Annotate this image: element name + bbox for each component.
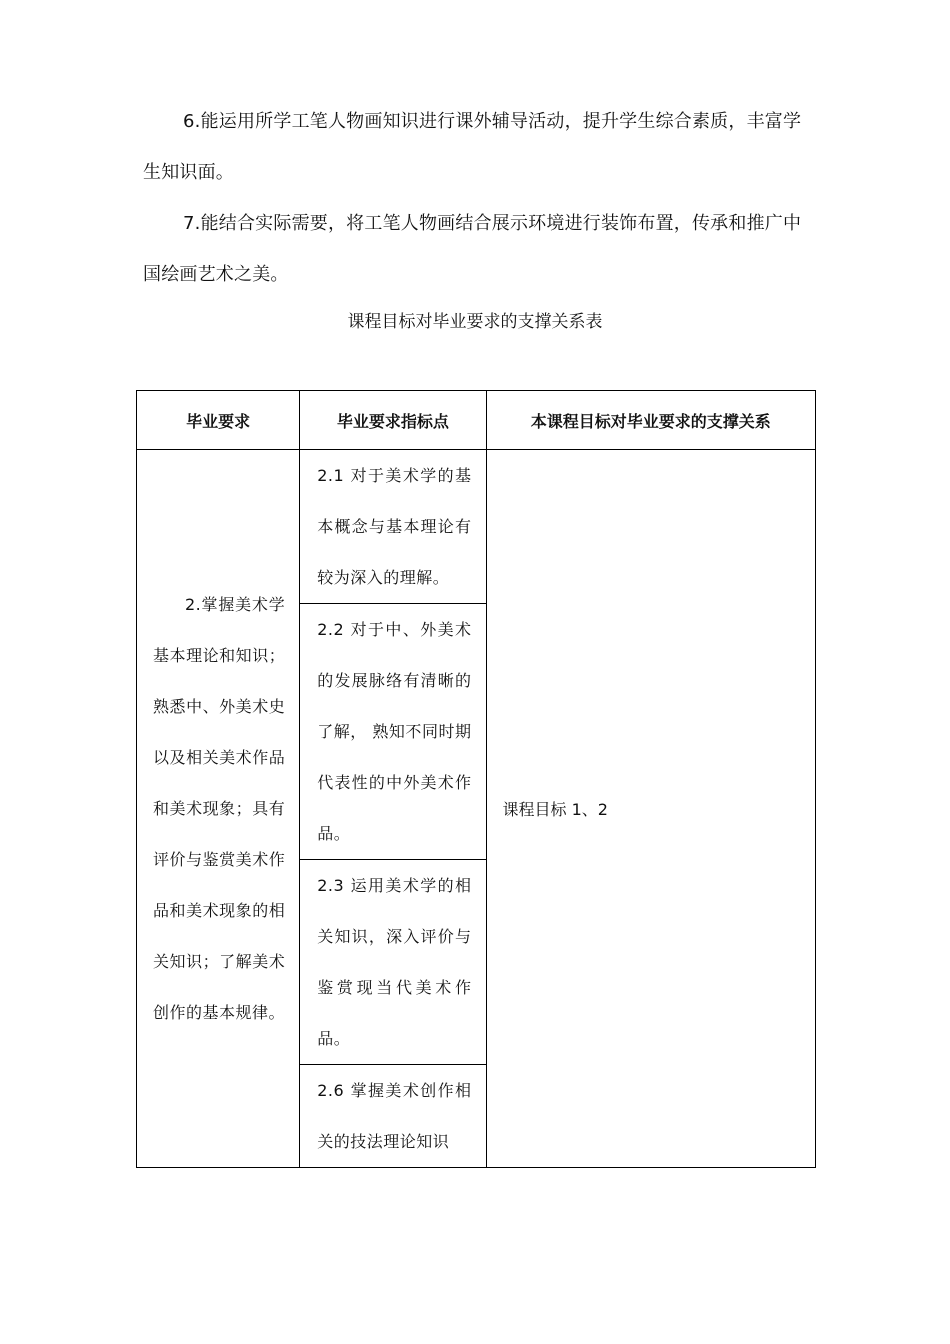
requirement-text: 2.掌握美术学基本理论和知识；熟悉中、外美术史以及相关美术作品和美术现象；具有评价与鉴赏美术作品和美术现象的相关知识；了解美术创作的基本规律。 bbox=[153, 595, 286, 1022]
course-objective-6: 6.能运用所学工笔人物画知识进行课外辅导活动，提升学生综合素质，丰富学生知识面。 bbox=[143, 111, 802, 183]
header-indicator-point: 毕业要求指标点 bbox=[300, 391, 486, 450]
table-row bbox=[137, 450, 816, 604]
indicator-2-1: 2.1 对于美术学的基本概念与基本理论有较为深入的理解。 bbox=[317, 466, 472, 587]
indicator-2-3: 2.3 运用美术学的相关知识，深入评价与鉴赏现当代美术作品。 bbox=[317, 876, 472, 1048]
support-cell bbox=[486, 450, 816, 1168]
table-header-row bbox=[137, 391, 816, 450]
indicator-cell bbox=[300, 604, 486, 860]
indicator-cell bbox=[300, 860, 486, 1065]
indicator-cell bbox=[300, 1065, 486, 1168]
support-relation-table bbox=[136, 390, 816, 1168]
requirement-cell bbox=[137, 450, 300, 1168]
table-caption: 课程目标对毕业要求的支撑关系表 bbox=[347, 312, 603, 332]
indicator-cell bbox=[300, 450, 486, 604]
course-objective-7: 7.能结合实际需要，将工笔人物画结合展示环境进行装饰布置，传承和推广中国绘画艺术之美。 bbox=[143, 213, 802, 285]
support-text: 课程目标 1、2 bbox=[502, 800, 608, 819]
indicator-2-2: 2.2 对于中、外美术的发展脉络有清晰的了解， 熟知不同时期代表性的中外美术作品。 bbox=[317, 620, 472, 843]
header-graduation-requirement: 毕业要求 bbox=[137, 391, 300, 450]
indicator-2-6: 2.6 掌握美术创作相关的技法理论知识 bbox=[317, 1081, 472, 1151]
header-support-relation: 本课程目标对毕业要求的支撑关系 bbox=[486, 391, 816, 450]
